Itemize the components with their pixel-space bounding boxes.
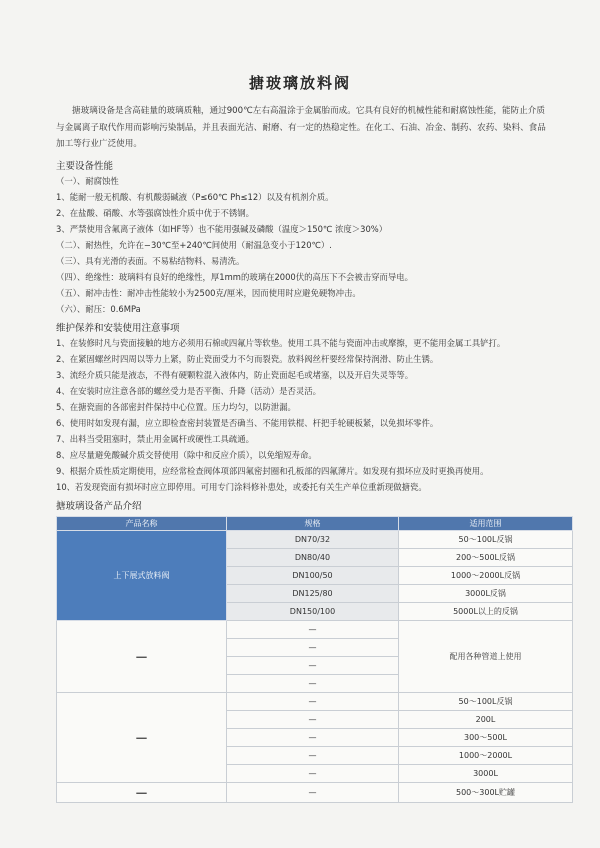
intro-line: 加工等行业广泛使用。	[56, 139, 142, 149]
performance-line: （二）、耐热性，允许在−30℃至+240℃间使用（耐温急变小于120℃）.	[56, 240, 332, 250]
intro-line: 与金属离子取代作用而影响污染制品，并且表面光洁、耐磨、有一定的热稳定性。在化工、石油、冶金、制药、农药、染料、食品	[56, 122, 546, 133]
spec-cell: —	[227, 621, 399, 639]
maintenance-line: 4、在安装时应注意各部的螺丝受力是否平衡、升降（活动）是否灵活。	[56, 386, 321, 396]
range-cell: 1000～2000L反锅	[399, 567, 573, 585]
spec-cell: —	[227, 693, 399, 711]
range-cell: 50～100L反锅	[399, 531, 573, 549]
performance-heading: 主要设备性能	[56, 161, 114, 172]
range-cell: 5000L以上的反锅	[399, 603, 573, 621]
performance-line: （四）、绝缘性：玻璃料有良好的绝缘性，厚1mm的玻璃在2000伏的高压下不会被击穿而导电。	[56, 272, 414, 282]
maintenance-line: 7、出料当受阻塞时，禁止用金属杆或硬性工具疏通。	[56, 434, 254, 444]
performance-line: （六）、耐压：0.6MPa	[56, 304, 141, 314]
spec-cell: —	[227, 711, 399, 729]
performance-line: 2、在盐酸、硝酸、水等强腐蚀性介质中优于不锈钢。	[56, 208, 254, 218]
header-spec: 规格	[227, 517, 399, 531]
product-name-cell: －	[57, 693, 227, 783]
spec-cell: DN70/32	[227, 531, 399, 549]
range-cell: 200L	[399, 711, 573, 729]
spec-cell: —	[227, 657, 399, 675]
spec-cell: —	[227, 765, 399, 783]
product-name-cell: 上下展式放料阀	[57, 531, 227, 621]
performance-line: （一）、耐腐蚀性	[56, 176, 119, 186]
table-header-row	[57, 517, 573, 531]
spec-cell: —	[227, 747, 399, 765]
header-product-name: 产品名称	[57, 517, 227, 531]
product-name-cell: －	[57, 783, 227, 803]
spec-cell: DN100/50	[227, 567, 399, 585]
maintenance-line: 9、根据介质性质定期使用，应经常检查阀体项部四氟密封圈和孔板部的四氟薄片。如发现有损坏应及时更换再使用。	[56, 466, 489, 476]
table-row	[57, 531, 573, 549]
maintenance-heading: 维护保养和安装使用注意事项	[56, 323, 180, 334]
product-table-title: 搪玻璃设备产品介绍	[56, 501, 142, 512]
maintenance-line: 3、流经介质只能是液态，不得有硬颗粒混入液体内，防止瓷面起毛或堵塞，以及开启失灵等等。	[56, 370, 414, 380]
range-cell: 50～100L反锅	[399, 693, 573, 711]
table-row	[57, 783, 573, 803]
range-cell: 200～500L反锅	[399, 549, 573, 567]
intro-line: 搪玻璃设备是含高硅量的玻璃质釉，通过900℃左右高温涂于金属胎而成。它具有良好的机械性能和耐腐蚀性能，能防止介质	[72, 106, 545, 116]
range-cell: 300～500L	[399, 729, 573, 747]
spec-cell: —	[227, 639, 399, 657]
header-range: 适用范围	[399, 517, 573, 531]
performance-line: （三）、具有光滑的表面。不易粘结物料、易清洗。	[56, 256, 245, 266]
maintenance-line: 5、在搪瓷面的各部密封件保持中心位置。压力均匀，以防泄漏。	[56, 402, 296, 412]
maintenance-line: 8、应尽量避免酸碱介质交替使用（除中和反应介质），以免缩短寿命。	[56, 450, 317, 460]
table-row	[57, 621, 573, 639]
performance-line: 3、严禁使用含氟离子液体（如HF等）也不能用强碱及磷酸（温度＞150℃ 浓度＞30%）	[56, 224, 388, 234]
range-cell: 500～300L贮罐	[399, 783, 573, 803]
maintenance-line: 2、在紧固螺丝时四周以等力上紧，防止瓷面受力不匀而裂瓷。放料阀丝杆要经常保持润滑、防止生锈。	[56, 354, 439, 364]
range-cell: 配用各种管道上使用	[399, 621, 573, 693]
page-title: 搪玻璃放料阀	[248, 74, 351, 92]
spec-cell: —	[227, 729, 399, 747]
maintenance-line: 10、若发现瓷面有损坏时应立即停用。可用专门涂料修补患处，或委托有关生产单位重新现做搪瓷。	[56, 482, 427, 492]
range-cell: 1000～2000L	[399, 747, 573, 765]
maintenance-line: 6、使用时如发现有漏，应立即检查密封装置是否确当、不能用铁棍、杆把手轮硬板紧，以免损坏零件。	[56, 418, 439, 428]
spec-cell: DN125/80	[227, 585, 399, 603]
product-name-cell: －	[57, 621, 227, 693]
spec-cell: DN80/40	[227, 549, 399, 567]
spec-cell: DN150/100	[227, 603, 399, 621]
intro-paragraph	[56, 103, 576, 153]
performance-line: 1、能耐一般无机酸、有机酸弱碱液（P≤60℃ Ph≤12）以及有机剂介质。	[56, 192, 334, 202]
table-row	[57, 693, 573, 711]
range-cell: 3000L反锅	[399, 585, 573, 603]
performance-line: （五）、耐冲击性：耐冲击性能较小为2500克/厘米，因而使用时应避免硬物冲击。	[56, 288, 361, 298]
product-table	[56, 516, 573, 803]
range-cell: 3000L	[399, 765, 573, 783]
spec-cell: —	[227, 675, 399, 693]
maintenance-line: 1、在装修时凡与瓷面接触的地方必须用石棉或四氟片等软垫。使用工具不能与瓷面冲击或摩擦，更不能用金属工具铲打。	[56, 338, 506, 348]
spec-cell: —	[227, 783, 399, 803]
